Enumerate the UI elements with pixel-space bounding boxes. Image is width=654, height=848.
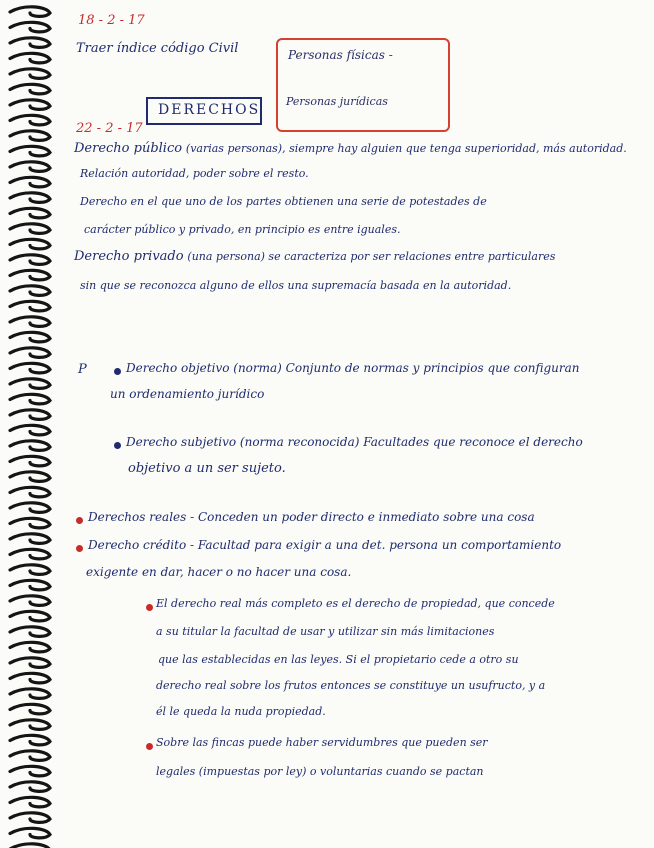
spiral-coil (10, 720, 50, 730)
spiral-coil (10, 317, 50, 327)
spiral-coil (10, 193, 50, 203)
spiral-coil (10, 673, 50, 683)
spiral-coil (10, 797, 50, 807)
property-line-5: él le queda la nuda propiedad. (156, 705, 326, 718)
spiral-coil (10, 580, 50, 590)
property-line-1: El derecho real más completo es el derecho de propiedad, que concede (156, 597, 555, 610)
spiral-coil (10, 270, 50, 280)
date-header-1: 18 - 2 - 17 (78, 13, 145, 28)
spiral-coil (10, 224, 50, 234)
spiral-coil (10, 549, 50, 559)
servitudes-line-2: legales (impuestas por ley) o voluntarias cuando se pactan (156, 765, 484, 778)
spiral-coil (10, 162, 50, 172)
line-private-2: sin que se reconozca alguno de ellos una supremacía basada en la autoridad. (80, 279, 512, 292)
page-title: DERECHOS (158, 102, 261, 118)
spiral-coil (10, 379, 50, 389)
spiral-coil (10, 503, 50, 513)
real-rights-line: Derechos reales - Conceden un poder directo e inmediato sobre una cosa (88, 510, 535, 524)
spiral-binding (0, 0, 64, 848)
property-line-2: a su titular la facultad de usar y utilizar sin más limitaciones (156, 625, 495, 638)
spiral-coil (10, 363, 50, 373)
title-box (146, 97, 262, 125)
def-derecho-publico: (varias personas), siempre hay alguien que tenga superioridad, más autoridad. (185, 142, 627, 155)
spiral-coil (10, 394, 50, 404)
spiral-coil (10, 53, 50, 63)
spiral-coil (10, 22, 50, 32)
spiral-coil (10, 441, 50, 451)
spiral-coil (10, 7, 50, 17)
spiral-coil (10, 735, 50, 745)
spiral-coil (10, 100, 50, 110)
bullet-real-rights (76, 517, 83, 524)
spiral-coil (10, 38, 50, 48)
property-line-4: derecho real sobre los frutos entonces se constituye un usufructo, y a (156, 679, 546, 692)
spiral-coil (10, 658, 50, 668)
credit-rights-line-1: Derecho crédito - Facultad para exigir a una det. persona un comportamiento (88, 538, 562, 552)
bullet-servitudes (146, 743, 153, 750)
servitudes-line-1: Sobre las fincas puede haber servidumbres que pueden ser (156, 736, 488, 749)
spiral-coil (10, 348, 50, 358)
property-line-3: que las establecidas en las leyes. Si el propietario cede a otro su (158, 653, 519, 666)
line-public-4: carácter público y privado, en principio es entre iguales. (84, 223, 401, 236)
credit-rights-line-2: exigente en dar, hacer o no hacer una cosa. (86, 565, 352, 579)
objective-line-2: un ordenamiento jurídico (110, 387, 265, 401)
spiral-coil (10, 177, 50, 187)
spiral-coil (10, 146, 50, 156)
spiral-coil (10, 69, 50, 79)
bullet-credit-rights (76, 545, 83, 552)
spiral-coil (10, 410, 50, 420)
spiral-coil (10, 84, 50, 94)
spiral-coil (10, 131, 50, 141)
intro-note: Traer índice código Civil (76, 41, 239, 56)
spiral-coil (10, 813, 50, 823)
spiral-coil (10, 782, 50, 792)
line-private-1 (74, 250, 555, 263)
spiral-coil (10, 208, 50, 218)
persons-box (276, 38, 450, 132)
spiral-coil (10, 596, 50, 606)
spiral-coil (10, 115, 50, 125)
spiral-coil (10, 751, 50, 761)
spiral-coil (10, 642, 50, 652)
margin-mark: P (78, 362, 87, 377)
spiral-coil (10, 828, 50, 838)
spiral-coil (10, 286, 50, 296)
def-derecho-privado: (una persona) se caracteriza por ser relaciones entre particulares (187, 250, 556, 263)
spiral-coil (10, 844, 50, 848)
line-public-1 (74, 142, 627, 155)
bullet-objective (114, 368, 121, 375)
bullet-property (146, 604, 153, 611)
spiral-coil (10, 704, 50, 714)
spiral-coil (10, 487, 50, 497)
date-header-2: 22 - 2 - 17 (76, 121, 143, 136)
spiral-coil (10, 518, 50, 528)
spiral-coil (10, 689, 50, 699)
line-public-3: Derecho en el que uno de los partes obtienen una serie de potestades de (80, 195, 487, 208)
subjective-line-1: Derecho subjetivo (norma reconocida) Facultades que reconoce el derecho (126, 435, 583, 449)
term-derecho-publico: Derecho público (74, 141, 183, 156)
spiral-coil (10, 627, 50, 637)
spiral-coil (10, 332, 50, 342)
term-derecho-privado: Derecho privado (74, 249, 184, 264)
spiral-coil (10, 534, 50, 544)
subjective-line-2: objetivo a un ser sujeto. (128, 461, 286, 476)
spiral-coil (10, 301, 50, 311)
spiral-coil (10, 239, 50, 249)
spiral-coil (10, 456, 50, 466)
objective-line-1: Derecho objetivo (norma) Conjunto de normas y principios que configuran (126, 361, 580, 375)
spiral-coil (10, 766, 50, 776)
spiral-coil (10, 565, 50, 575)
box-line-1: Personas físicas - (288, 48, 393, 62)
spiral-coil (10, 255, 50, 265)
bullet-subjective (114, 442, 121, 449)
box-line-2: Personas jurídicas (286, 95, 388, 108)
line-public-2: Relación autoridad, poder sobre el resto. (80, 167, 309, 180)
spiral-coil (10, 611, 50, 621)
spiral-coil (10, 472, 50, 482)
spiral-coil (10, 425, 50, 435)
